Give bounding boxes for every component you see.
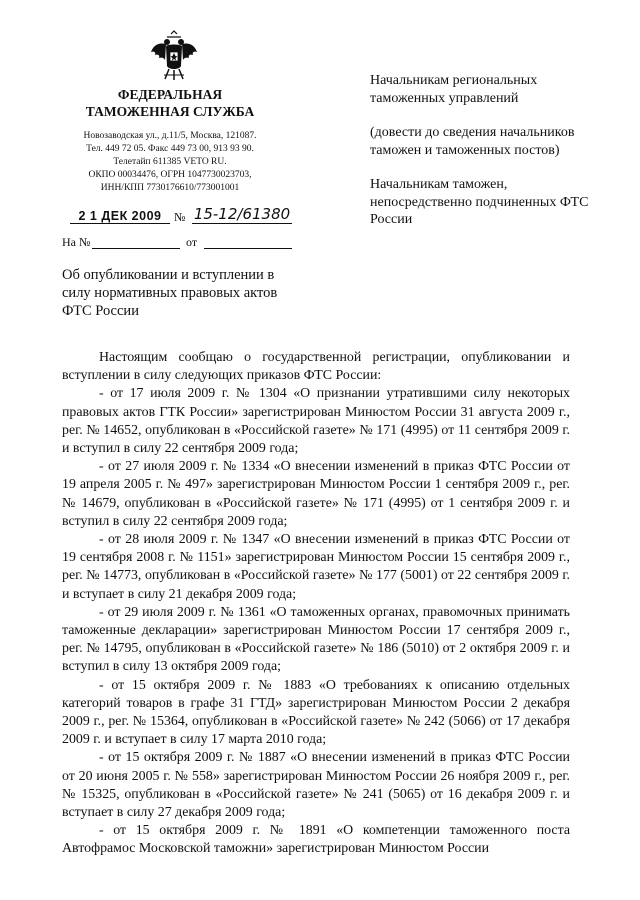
double-headed-eagle-emblem-icon <box>150 30 198 82</box>
order-item: - от 17 июля 2009 г. № 1304 «О признании утратившими силу некоторых правовых актов ГТК России» зарегистрирован Минюстом России 31 августа 2009 г., рег. № 14652, опубликован в «Российской газете» № 171 (4995) от 11 сентября 2009 г. и вступил в силу 22 сентября 2009 года; <box>62 386 570 457</box>
order-item: - от 15 октября 2009 г. № 1883 «О требованиях к описанию отдельных категорий товаров в графе 31 ГТД» зарегистрирован Минюстом России 2 декабря 2009 г., рег. № 15364, опубликован в «Российской газете» № 242 (5066) от 17 декабря 2009 г. и вступает в силу 17 марта 2010 года; <box>62 677 570 748</box>
org-inn-kpp: ИНН/КПП 7730176610/773001001 <box>100 183 240 193</box>
addressees-block <box>370 72 610 246</box>
reference-number-blank <box>92 248 180 249</box>
registration-date-stamp: 2 1 ДЕК 2009 <box>70 209 170 224</box>
registration-number-handwritten: 15-12/61380 <box>193 205 291 223</box>
registration-number-label: № <box>174 210 186 224</box>
reference-date-blank <box>204 248 292 249</box>
order-item: - от 27 июля 2009 г. № 1334 «О внесении изменений в приказ ФТС России от 19 апреля 2005 г. № 497» зарегистрирован Минюстом России 1 сентября 2009 г., рег. № 14679, опубликован в «Российской газете» № 171 (4995) от 1 сентября 2009 г. и вступил в силу 22 сентября 2009 года; <box>62 459 570 529</box>
org-okpo-ogrn: ОКПО 00034476, ОГРН 1047730023703, <box>88 170 252 180</box>
letter-subject: Об опубликовании и вступлении в силу нормативных правовых актов ФТС России <box>62 267 278 319</box>
organization-contacts <box>70 130 270 195</box>
reference-number-label: На № <box>62 235 91 249</box>
reference-line <box>62 235 292 253</box>
organization-name <box>70 86 270 120</box>
addressee-customs: Начальникам таможен, непосредственно подчиненных ФТС России <box>370 177 589 227</box>
body-intro: Настоящим сообщаю о государственной регистрации, опубликовании и вступлении в силу следующих приказов ФТС России: <box>62 350 570 384</box>
org-name-line2: ТАМОЖЕННАЯ СЛУЖБА <box>85 104 255 119</box>
order-item: - от 15 октября 2009 г. № 1887 «О внесении изменений в приказ ФТС России от 20 июня 2005 г. № 558» зарегистрирован Минюстом России 26 ноября 2009 г., рег. № 15325, опубликован в «Российской газете» № 241 (5065) от 16 декабря 2009 г. и вступает в силу 27 декабря 2009 года; <box>62 750 570 821</box>
letter-body <box>62 349 570 859</box>
reference-date-label: от <box>186 235 198 249</box>
addressee-regional: Начальникам региональных таможенных управлений <box>370 73 538 106</box>
order-item: - от 15 октября 2009 г. № 1891 «О компетенции таможенного поста Автофрамос Московской таможни» зарегистрирован Минюстом России <box>62 823 570 857</box>
org-phone-fax: Тел. 449 72 05. Факс 449 73 00, 913 93 90. <box>86 144 254 154</box>
org-teletype: Телетайп 611385 VETO RU. <box>113 157 227 167</box>
order-item: - от 29 июля 2009 г. № 1361 «О таможенных органах, правомочных принимать таможенные декларации» зарегистрирован Минюстом России 17 сентября 2009 г., рег. № 14795, опубликован в «Российской газете» № 186 (5010) от 2 октября 2009 г. и вступил в силу 13 октября 2009 года; <box>62 604 570 675</box>
org-address: Новозаводская ул., д.11/5, Москва, 121087. <box>83 131 257 141</box>
registration-line <box>62 205 292 229</box>
addressee-note: (довести до сведения начальников таможен и таможенных постов) <box>370 125 575 158</box>
org-name-line1: ФЕДЕРАЛЬНАЯ <box>117 87 223 102</box>
order-item: - от 28 июля 2009 г. № 1347 «О внесении изменений в приказ ФТС России от 19 сентября 2008 г. № 1151» зарегистрирован Минюстом России 15 сентября 2009 г., рег. № 14773, опубликован в «Российской газете» № 177 (5001) от 22 сентября 2009 г. и вступает в силу 21 декабря 2009 года; <box>62 532 570 602</box>
